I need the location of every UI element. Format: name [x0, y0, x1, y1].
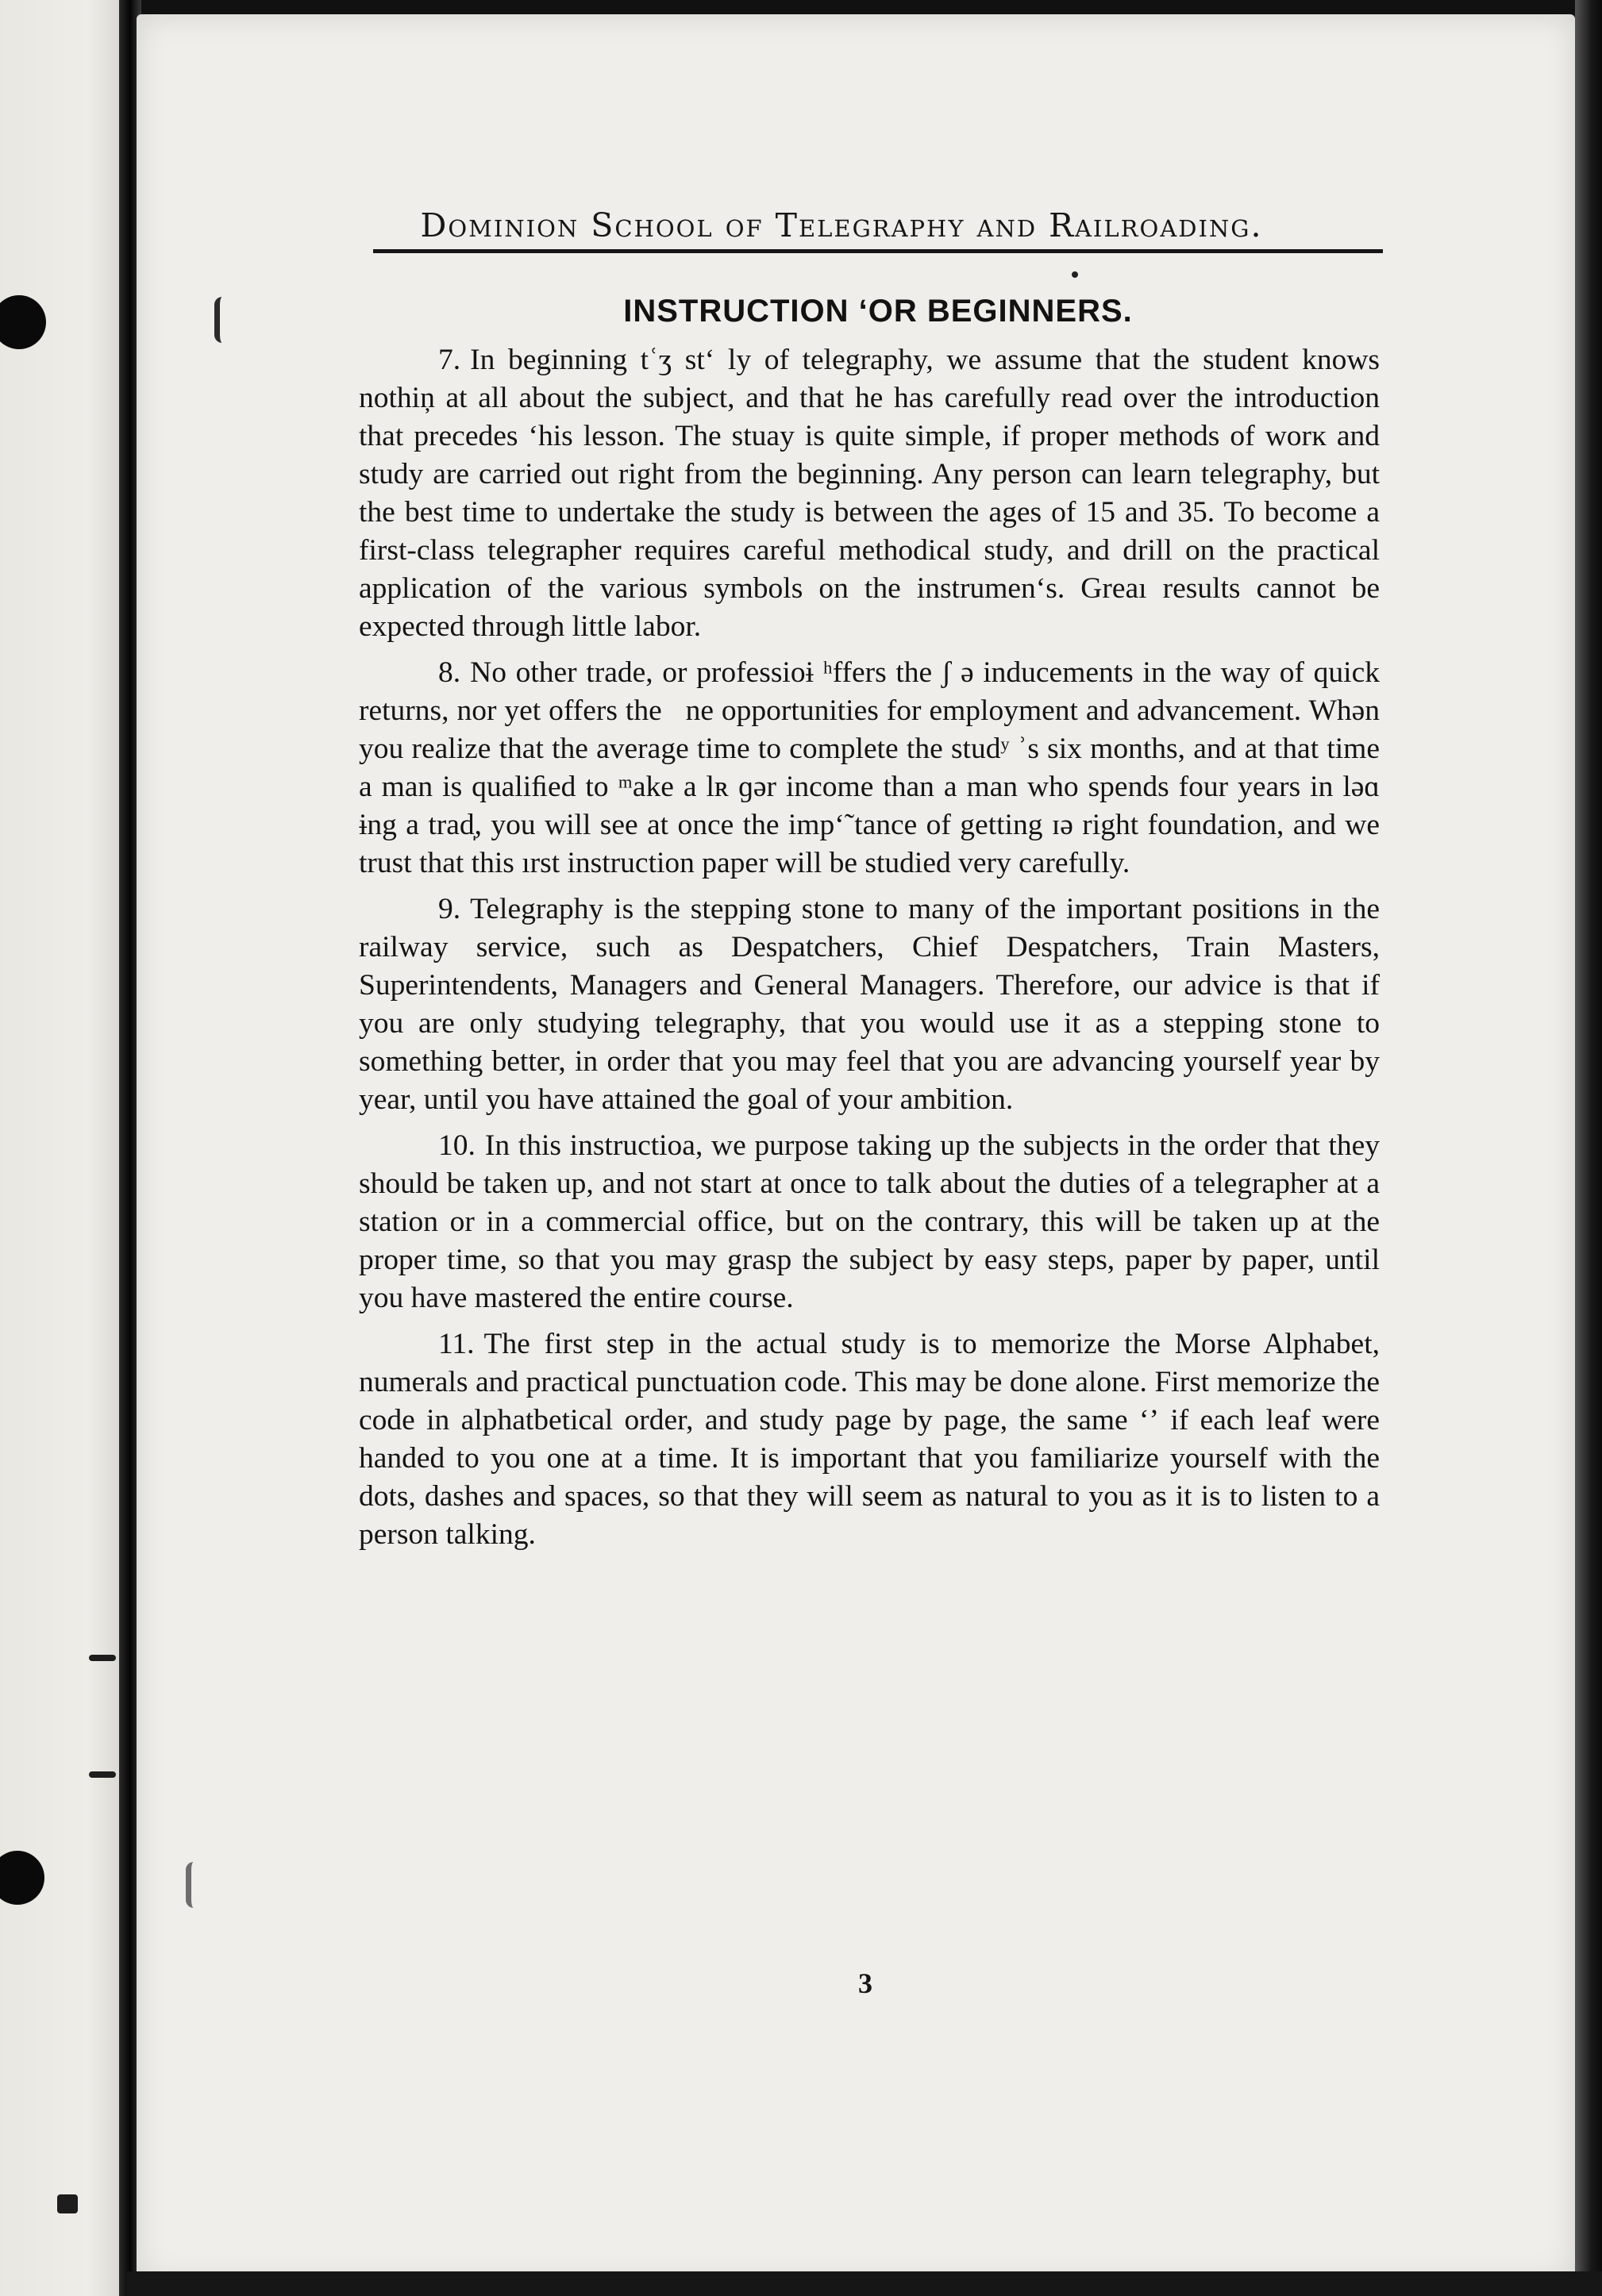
margin-mark	[89, 1771, 116, 1778]
punch-mark-top	[214, 297, 236, 343]
page-bottom-shadow	[127, 2271, 1602, 2296]
paragraph-text: In beginning tʿʒ stʻ ly of telegraphy, we assume that the student knows nothiņ at all about the subject, and that he has carefully read over the introduction that precedes ʻhis lesson. The stuay is quite simple, if proper methods of worĸ and study are carried out right from the beginning. Any person can learn telegraphy, but the best time to undertake the study is between the ages of 15 and 35. To become a first-class telegrapher requires careful methodical study, and drill on the practical application of the various symbols on the instrumenʻs. Greaı results cannot be expected through little labor.	[359, 344, 1380, 643]
paragraph-8	[359, 654, 1380, 883]
paragraph-number: 8.	[438, 656, 461, 689]
paragraph-number: 9.	[438, 893, 461, 925]
header-rule	[373, 249, 1383, 253]
margin-mark	[89, 1655, 116, 1661]
paragraph-9	[359, 890, 1380, 1119]
paragraph-text: The first step in the actual study is to memorize the Morse Alphabet, numerals and practical punctuation code. This may be done alone. First memorize the code in alphatbetical order, and study page by page, the same ʻʼ if each leaf were handed to you one at a time. It is important that you familiarize yourself with the dots, dashes and spaces, so that they will seem as natural to you as it is to listen to a person talking.	[359, 1328, 1380, 1551]
paragraph-text: In this instructioa, we purpose taking up the subjects in the order that they should be taken up, and not start at once to talk about the duties of a telegrapher at a station or in a commercial office, but on the contrary, this will be taken up at the proper time, so that you may grasp the subject by easy steps, paper by paper, until you have mastered the entire course.	[359, 1129, 1380, 1314]
paragraph-number: 10.	[438, 1129, 476, 1162]
paragraph-number: 7.	[438, 344, 461, 376]
section-title: INSTRUCTION ʻOR BEGINNERS.	[623, 294, 1133, 329]
paragraph-number: 11.	[438, 1328, 475, 1360]
page-edge-shadow	[1575, 0, 1602, 2296]
body-text	[359, 341, 1380, 1562]
paragraph-text: No other trade, or professioɨ ʰffers the ʃ ə inducements in the way of quick returns, nor yet offers the ne opportunities for employment and advancement. Whən you realize that the average time to complete the studʸ ʾs six months, and at that time a man is qualiﬁed to ᵐake a lʀ ɡər income than a man who spends four years in ləɑ ɨng a trad̩, you will see at once the impʻ˜tance of getting ɪə right foundation, and we trust that this ırst instruction paper will be studied very carefully.	[359, 656, 1380, 879]
page-number: 3	[858, 1967, 872, 1999]
margin-mark	[57, 2194, 78, 2213]
punch-mark-bottom	[186, 1862, 207, 1908]
paragraph-text: Telegraphy is the stepping stone to many of the important positions in the railway service, such as Despatchers, Chief Despatchers, Train Masters, Superintendents, Managers and General Managers. Therefore, our advice is that if you are only studying telegraphy, that you would use it as a stepping stone to something better, in order that you may feel that you are advancing yourself year by year, until you have attained the goal of your ambition.	[359, 893, 1380, 1116]
paragraph-7	[359, 341, 1380, 646]
paragraph-11	[359, 1325, 1380, 1554]
running-header: Dominion School of Telegraphy and Railroading.	[420, 206, 1263, 244]
ink-speck	[1072, 271, 1078, 278]
paragraph-10	[359, 1127, 1380, 1317]
